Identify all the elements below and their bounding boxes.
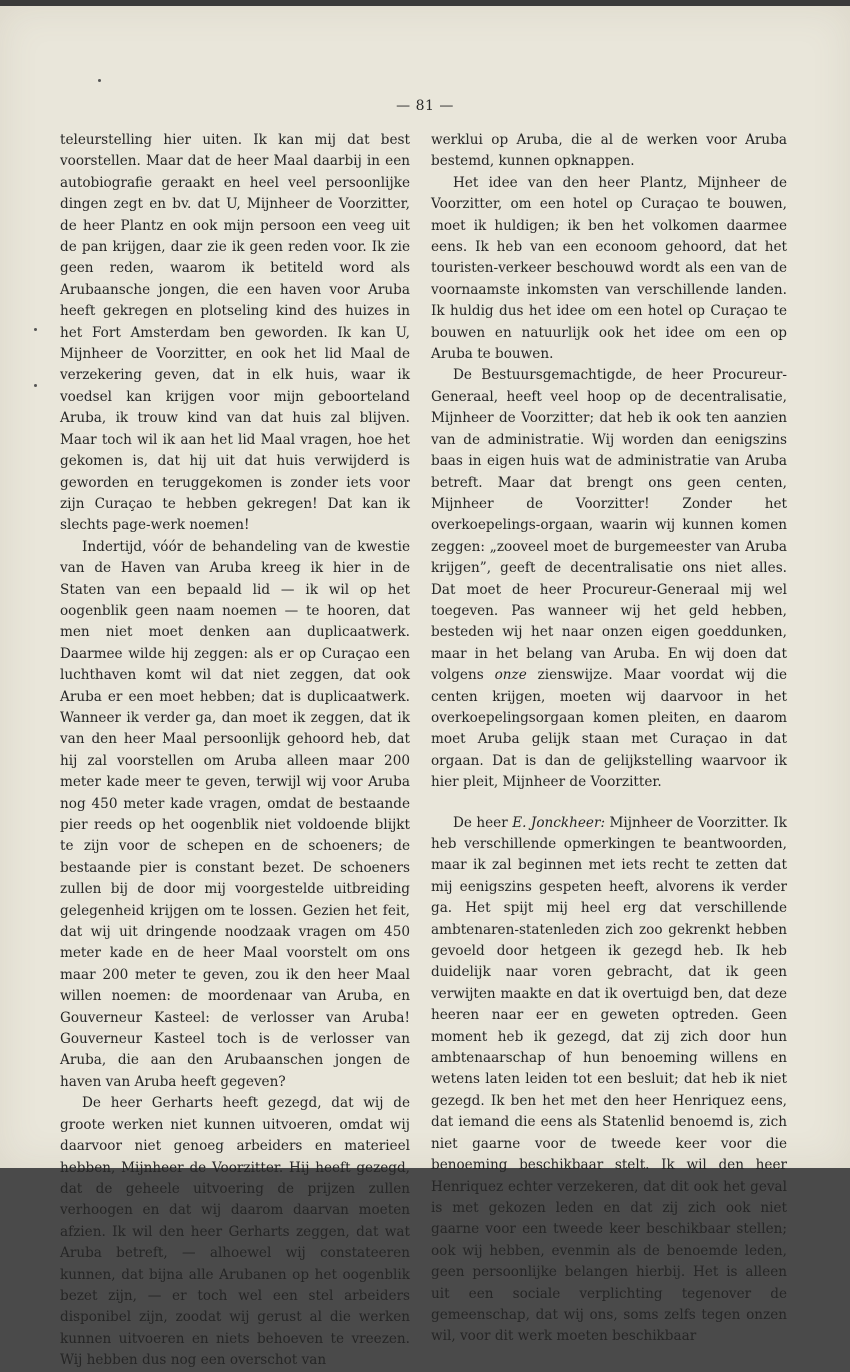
paragraph	[431, 365, 787, 793]
scan-speck	[34, 328, 37, 331]
speaker-name: E. Jonckheer:	[512, 814, 606, 831]
paragraph-text: De Bestuursgemachtigde, de heer Procureur-Generaal, heeft veel hoop op de decentralisatie, Mijnheer de Voorzitter; dat heb ik ook ten aanzien van de administratie. Wij worden dan eenigszins baas in eigen huis wat de administratie van Aruba betreft. Maar dat brengt ons geen centen, Mijnheer de Voorzitter! Zonder het overkoepelings-orgaan, waarin wij kunnen komen zeggen: „zooveel moet de burgemeester van Aruba krijgen”, geeft de decentralisatie ons niet alles. Dat moet de heer Procureur-Generaal mij wel toegeven. Pas wanneer wij het geld hebben, besteden wij het naar onzen eigen goeddunken, maar in het belang van Aruba. En wij doen dat volgens	[431, 367, 787, 684]
scan-speck	[34, 384, 37, 387]
paragraph: teleurstelling hier uiten. Ik kan mij dat best voorstellen. Maar dat de heer Maal daarbij in een autobiografie geraakt en heel veel persoonlijke dingen zegt en bv. dat U, Mijnheer de Voorzitter, de heer Plantz en ook mijn persoon een veeg uit de pan krijgen, daar zie ik geen reden voor. Ik zie geen reden, waarom ik betiteld word als Arubaansche jongen, die een haven voor Aruba heeft gekregen en plotseling kind des huizes in het Fort Amsterdam ben geworden. Ik kan U, Mijnheer de Voorzitter, en ook het lid Maal de verzekering geven, dat in elk huis, waar ik voedsel kan krijgen voor mijn geboorteland Aruba, ik trouw kind van dat huis zal blijven. Maar toch wil ik aan het lid Maal vragen, hoe het gekomen is, dat hij uit dat huis verwijderd is geworden en teruggekomen is zonder iets voor zijn Curaçao te hebben gekregen! Dat kan ik slechts page-werk noemen!	[60, 132, 410, 534]
document-page	[0, 6, 850, 1369]
page-number: — 81 —	[396, 98, 454, 114]
emphasized-word: onze	[494, 667, 527, 684]
scan-speck	[98, 79, 101, 82]
paragraph: werklui op Aruba, die al de werken voor Aruba bestemd, kunnen opknappen.	[431, 132, 787, 170]
speaker-prefix: De heer	[453, 814, 513, 831]
paragraph: De heer Gerharts heeft gezegd, dat wij de groote werken niet kunnen uitvoeren, omdat wij daarvoor niet genoeg arbeiders en materieel hebben, Mijnheer de Voorzitter. Hij heeft gezegd, dat de geheele uitvoering de prijzen zullen verhoogen en dat wij daarom daarvan moeten afzien. Ik wil den heer Gerharts zeggen, dat wat Aruba betreft, — alhoewel wij constateeren kunnen, dat bijna alle Arubanen op het oogenblik bezet zijn, — er toch wel een stel arbeiders disponibel zijn, zoodat wij gerust al die werken kunnen uitvoeren en niets behoeven te vreezen. Wij hebben dus nog een overschot van	[60, 1095, 410, 1369]
right-column	[431, 130, 787, 1348]
left-column	[60, 130, 410, 1372]
paragraph: Het idee van den heer Plantz, Mijnheer de Voorzitter, om een hotel op Curaçao te bouwen, moet ik huldigen; ik ben het volkomen daarmee eens. Ik heb van een econoom gehoord, dat het touristen-verkeer beschouwd wordt als een van de voornaamste inkomsten van verschillende landen. Ik huldig dus het idee om een hotel op Curaçao te bouwen en natuurlijk ook het idee om een op Aruba te bouwen.	[431, 174, 787, 363]
speech-text: Mijnheer de Voorzitter. Ik heb verschillende opmerkingen te beantwoorden, maar ik zal beginnen met iets recht te zetten dat mij eenigszins gespeten heeft, alvorens ik verder ga. Het spijt mij heel erg dat verschillende ambtenaren-statenleden zich zoo gekrenkt hebben gevoeld door hetgeen ik gezegd heb. Ik heb duidelijk naar voren gebracht, dat ik geen verwijten maakte en dat ik overtuigd ben, dat deze heeren naar eer en geweten optreden. Geen moment heb ik gezegd, dat zij zich door hun ambtenaarschap of hun benoeming willens en wetens laten leiden tot een besluit; dat heb ik niet gezegd. Ik ben het met den heer Henriquez eens, dat iemand die eens als Statenlid benoemd is, zich niet gaarne voor de tweede keer voor die benoeming beschikbaar stelt. Ik wil den heer Henriquez echter verzekeren, dat dit ook het geval is met gekozen leden en dat zij zich ook niet gaarne voor een tweede keer beschikbaar stellen; ook wij hebben, evenmin als de benoemde leden, geen persoonlijke belangen hierbij. Het is alleen uit een sociale verplichting tegenover de gemeenschap, dat wij ons, soms zelfs tegen onzen wil, voor dit werk moeten beschikbaar	[431, 814, 787, 1345]
paragraph: Indertijd, vóór de behandeling van de kwestie van de Haven van Aruba kreeg ik hier in de Staten van een bepaald lid — ik wil op het oogenblik geen naam noemen — te hooren, dat men niet moet denken aan duplicaatwerk. Daarmee wilde hij zeggen: als er op Curaçao een luchthaven komt wil dat niet zeggen, dat ook Aruba er een moet hebben; dat is duplicaatwerk. Wanneer ik verder ga, dan moet ik zeggen, dat ik van den heer Maal persoonlijk gehoord heb, dat hij zal voorstellen om Aruba alleen maar 200 meter kade meer te geven, terwijl wij voor Aruba nog 450 meter kade vragen, omdat de bestaande pier reeds op het oogenblik niet voldoende blijkt te zijn voor de schepen en de schoeners; de bestaande pier is constant bezet. De schoeners zullen bij de door mij voorgestelde uitbreiding gelegenheid krijgen om te lossen. Gezien het feit, dat wij uit dringende noodzaak vragen om 450 meter kade en de heer Maal voorstelt om ons maar 200 meter te geven, zou ik den heer Maal willen noemen: de moordenaar van Aruba, en Gouverneur Kasteel: de verlosser van Aruba! Gouverneur Kasteel toch is de verlosser van Aruba, die aan den Arubaanschen jongen de haven van Aruba heeft gegeven?	[60, 538, 410, 1090]
paragraph-text: zienswijze. Maar voordat wij die centen krijgen, moeten wij daarvoor in het overkoepelingsorgaan komen pleiten, en daarom moet Aruba gelijk staan met Curaçao in dat orgaan. Dat is dan de gelijkstelling waarvoor ik hier pleit, Mijnheer de Voorzitter.	[431, 667, 787, 791]
speech-paragraph	[431, 813, 787, 1348]
